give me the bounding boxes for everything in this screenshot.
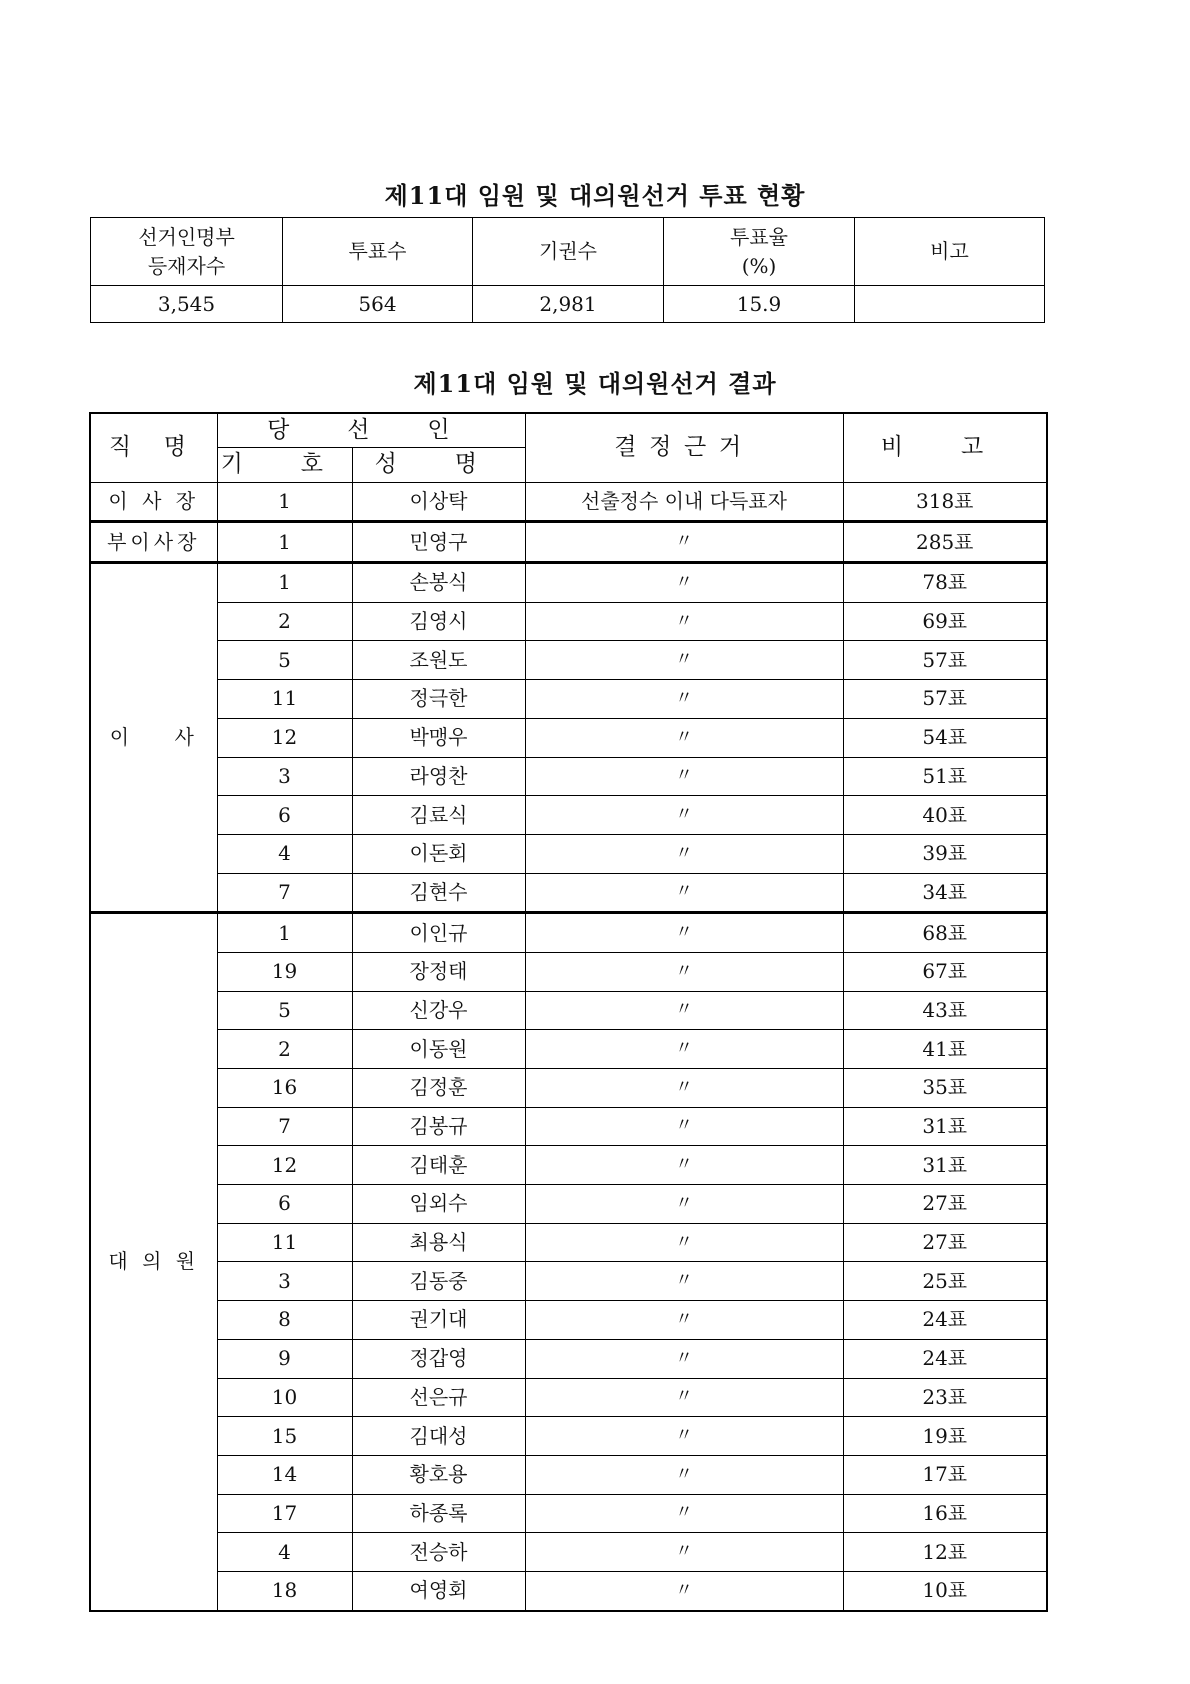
table-row bbox=[90, 1069, 1047, 1108]
table-row bbox=[90, 563, 1047, 603]
table-row bbox=[90, 834, 1047, 873]
candidate-number: 14 bbox=[217, 1455, 352, 1494]
vote-count: 43표 bbox=[843, 991, 1047, 1030]
candidate-number: 6 bbox=[217, 1185, 352, 1224]
candidate-name: 이동원 bbox=[352, 1030, 525, 1069]
candidate-number: 11 bbox=[217, 680, 352, 719]
position-cell: 대 의 원 bbox=[90, 913, 217, 1611]
header-number: 기 호 bbox=[217, 448, 352, 482]
vote-value-row bbox=[91, 286, 1045, 323]
value-abstentions: 2,981 bbox=[473, 286, 664, 323]
candidate-number: 1 bbox=[217, 913, 352, 953]
decision-basis: 〃 bbox=[525, 1030, 843, 1069]
candidate-number: 19 bbox=[217, 952, 352, 991]
value-registered: 3,545 bbox=[91, 286, 283, 323]
vote-count: 23표 bbox=[843, 1378, 1047, 1417]
candidate-number: 2 bbox=[217, 602, 352, 641]
candidate-name: 김현수 bbox=[352, 873, 525, 913]
header-name: 성 명 bbox=[352, 448, 525, 482]
vote-count: 51표 bbox=[843, 757, 1047, 796]
candidate-name: 이인규 bbox=[352, 913, 525, 953]
table-row bbox=[90, 757, 1047, 796]
vote-count: 25표 bbox=[843, 1262, 1047, 1301]
vote-count: 34표 bbox=[843, 873, 1047, 913]
vote-count: 68표 bbox=[843, 913, 1047, 953]
header-voters: 투표수 bbox=[283, 218, 473, 286]
decision-basis: 〃 bbox=[525, 1185, 843, 1224]
candidate-name: 김동중 bbox=[352, 1262, 525, 1301]
position-cell: 이 사 장 bbox=[90, 482, 217, 522]
vote-count: 31표 bbox=[843, 1107, 1047, 1146]
candidate-number: 9 bbox=[217, 1339, 352, 1378]
value-turnout: 15.9 bbox=[664, 286, 855, 323]
header-elected: 당 선 인 bbox=[217, 413, 525, 448]
vote-count: 285표 bbox=[843, 522, 1047, 563]
table-row bbox=[90, 1301, 1047, 1340]
header-turnout-line2: (%) bbox=[741, 253, 777, 278]
table-row bbox=[90, 991, 1047, 1030]
vote-count: 27표 bbox=[843, 1223, 1047, 1262]
vote-count: 78표 bbox=[843, 563, 1047, 603]
table-row bbox=[90, 1455, 1047, 1494]
candidate-name: 여영회 bbox=[352, 1571, 525, 1610]
result-header-row-1 bbox=[90, 413, 1047, 448]
decision-basis: 〃 bbox=[525, 602, 843, 641]
decision-basis: 〃 bbox=[525, 522, 843, 563]
candidate-name: 라영찬 bbox=[352, 757, 525, 796]
header-basis: 결정근거 bbox=[525, 413, 843, 482]
table-row bbox=[90, 796, 1047, 835]
candidate-number: 4 bbox=[217, 834, 352, 873]
header-turnout-line1: 투표율 bbox=[730, 224, 788, 249]
decision-basis: 〃 bbox=[525, 1069, 843, 1108]
decision-basis: 〃 bbox=[525, 796, 843, 835]
candidate-number: 12 bbox=[217, 1146, 352, 1185]
candidate-number: 6 bbox=[217, 796, 352, 835]
decision-basis: 〃 bbox=[525, 1339, 843, 1378]
candidate-name: 정갑영 bbox=[352, 1339, 525, 1378]
vote-count: 40표 bbox=[843, 796, 1047, 835]
candidate-name: 하종록 bbox=[352, 1494, 525, 1533]
candidate-number: 12 bbox=[217, 718, 352, 757]
table-row bbox=[90, 1494, 1047, 1533]
vote-count: 19표 bbox=[843, 1417, 1047, 1456]
candidate-number: 8 bbox=[217, 1301, 352, 1340]
vote-count: 41표 bbox=[843, 1030, 1047, 1069]
vote-status-table bbox=[90, 217, 1045, 323]
candidate-name: 황호용 bbox=[352, 1455, 525, 1494]
value-voters: 564 bbox=[283, 286, 473, 323]
header-turnout bbox=[664, 218, 855, 286]
candidate-name: 장정태 bbox=[352, 952, 525, 991]
candidate-number: 1 bbox=[217, 563, 352, 603]
table-row bbox=[90, 1339, 1047, 1378]
candidate-name: 전승하 bbox=[352, 1533, 525, 1572]
decision-basis: 〃 bbox=[525, 1571, 843, 1610]
vote-count: 12표 bbox=[843, 1533, 1047, 1572]
candidate-name: 권기대 bbox=[352, 1301, 525, 1340]
decision-basis: 〃 bbox=[525, 1223, 843, 1262]
candidate-name: 임외수 bbox=[352, 1185, 525, 1224]
table-row bbox=[90, 1533, 1047, 1572]
candidate-number: 3 bbox=[217, 1262, 352, 1301]
table-row bbox=[90, 1223, 1047, 1262]
decision-basis: 〃 bbox=[525, 757, 843, 796]
position-cell: 이 사 bbox=[90, 563, 217, 913]
decision-basis: 〃 bbox=[525, 641, 843, 680]
candidate-number: 16 bbox=[217, 1069, 352, 1108]
candidate-name: 김대성 bbox=[352, 1417, 525, 1456]
table-row bbox=[90, 482, 1047, 522]
candidate-name: 김정훈 bbox=[352, 1069, 525, 1108]
vote-count: 57표 bbox=[843, 641, 1047, 680]
decision-basis: 〃 bbox=[525, 834, 843, 873]
decision-basis: 〃 bbox=[525, 1417, 843, 1456]
table-row bbox=[90, 1378, 1047, 1417]
decision-basis: 〃 bbox=[525, 1107, 843, 1146]
decision-basis: 〃 bbox=[525, 1301, 843, 1340]
candidate-number: 15 bbox=[217, 1417, 352, 1456]
candidate-number: 3 bbox=[217, 757, 352, 796]
candidate-name: 박맹우 bbox=[352, 718, 525, 757]
decision-basis: 〃 bbox=[525, 913, 843, 953]
decision-basis: 〃 bbox=[525, 952, 843, 991]
candidate-number: 1 bbox=[217, 482, 352, 522]
table-row bbox=[90, 1262, 1047, 1301]
vote-count: 69표 bbox=[843, 602, 1047, 641]
decision-basis: 〃 bbox=[525, 718, 843, 757]
table-row bbox=[90, 602, 1047, 641]
table-row bbox=[90, 680, 1047, 719]
vote-count: 16표 bbox=[843, 1494, 1047, 1533]
table-row bbox=[90, 1146, 1047, 1185]
candidate-name: 민영구 bbox=[352, 522, 525, 563]
decision-basis: 〃 bbox=[525, 1262, 843, 1301]
candidate-name: 정극한 bbox=[352, 680, 525, 719]
value-remarks bbox=[855, 286, 1045, 323]
decision-basis: 〃 bbox=[525, 1378, 843, 1417]
vote-count: 57표 bbox=[843, 680, 1047, 719]
table-row bbox=[90, 952, 1047, 991]
candidate-name: 조원도 bbox=[352, 641, 525, 680]
candidate-name: 신강우 bbox=[352, 991, 525, 1030]
decision-basis: 선출정수 이내 다득표자 bbox=[525, 482, 843, 522]
vote-count: 27표 bbox=[843, 1185, 1047, 1224]
candidate-number: 10 bbox=[217, 1378, 352, 1417]
candidate-name: 김태훈 bbox=[352, 1146, 525, 1185]
candidate-number: 1 bbox=[217, 522, 352, 563]
candidate-name: 선은규 bbox=[352, 1378, 525, 1417]
vote-count: 31표 bbox=[843, 1146, 1047, 1185]
candidate-name: 손봉식 bbox=[352, 563, 525, 603]
election-result-title: 제11대 임원 및 대의원선거 결과 bbox=[413, 369, 777, 398]
candidate-name: 이상탁 bbox=[352, 482, 525, 522]
table-row bbox=[90, 913, 1047, 953]
vote-count: 67표 bbox=[843, 952, 1047, 991]
table-row bbox=[90, 1571, 1047, 1610]
header-registered bbox=[91, 218, 283, 286]
decision-basis: 〃 bbox=[525, 1146, 843, 1185]
candidate-number: 11 bbox=[217, 1223, 352, 1262]
candidate-name: 이돈회 bbox=[352, 834, 525, 873]
vote-header-row bbox=[91, 218, 1045, 286]
header-registered-line2: 등재자수 bbox=[147, 253, 226, 278]
decision-basis: 〃 bbox=[525, 563, 843, 603]
candidate-number: 4 bbox=[217, 1533, 352, 1572]
election-result-table bbox=[89, 412, 1048, 1612]
vote-count: 54표 bbox=[843, 718, 1047, 757]
candidate-number: 18 bbox=[217, 1571, 352, 1610]
candidate-name: 김영시 bbox=[352, 602, 525, 641]
table-row bbox=[90, 1107, 1047, 1146]
vote-count: 24표 bbox=[843, 1301, 1047, 1340]
table-row bbox=[90, 718, 1047, 757]
header-remarks: 비고 bbox=[855, 218, 1045, 286]
header-registered-line1: 선거인명부 bbox=[138, 224, 235, 249]
table-row bbox=[90, 873, 1047, 913]
candidate-name: 김료식 bbox=[352, 796, 525, 835]
vote-count: 39표 bbox=[843, 834, 1047, 873]
header-abstentions: 기권수 bbox=[473, 218, 664, 286]
candidate-name: 김봉규 bbox=[352, 1107, 525, 1146]
position-cell: 부이사장 bbox=[90, 522, 217, 563]
header-remarks: 비 고 bbox=[843, 413, 1047, 482]
table-row bbox=[90, 1030, 1047, 1069]
decision-basis: 〃 bbox=[525, 680, 843, 719]
decision-basis: 〃 bbox=[525, 991, 843, 1030]
table-row bbox=[90, 522, 1047, 563]
candidate-number: 17 bbox=[217, 1494, 352, 1533]
candidate-name: 최용식 bbox=[352, 1223, 525, 1262]
vote-count: 24표 bbox=[843, 1339, 1047, 1378]
table-row bbox=[90, 1185, 1047, 1224]
decision-basis: 〃 bbox=[525, 873, 843, 913]
vote-status-title: 제11대 임원 및 대의원선거 투표 현황 bbox=[384, 181, 806, 210]
vote-count: 35표 bbox=[843, 1069, 1047, 1108]
candidate-number: 7 bbox=[217, 873, 352, 913]
candidate-number: 5 bbox=[217, 991, 352, 1030]
candidate-number: 5 bbox=[217, 641, 352, 680]
vote-count: 17표 bbox=[843, 1455, 1047, 1494]
candidate-number: 7 bbox=[217, 1107, 352, 1146]
vote-count: 10표 bbox=[843, 1571, 1047, 1610]
decision-basis: 〃 bbox=[525, 1533, 843, 1572]
decision-basis: 〃 bbox=[525, 1455, 843, 1494]
candidate-number: 2 bbox=[217, 1030, 352, 1069]
table-row bbox=[90, 1417, 1047, 1456]
table-row bbox=[90, 641, 1047, 680]
decision-basis: 〃 bbox=[525, 1494, 843, 1533]
header-position: 직 명 bbox=[90, 413, 217, 482]
vote-count: 318표 bbox=[843, 482, 1047, 522]
